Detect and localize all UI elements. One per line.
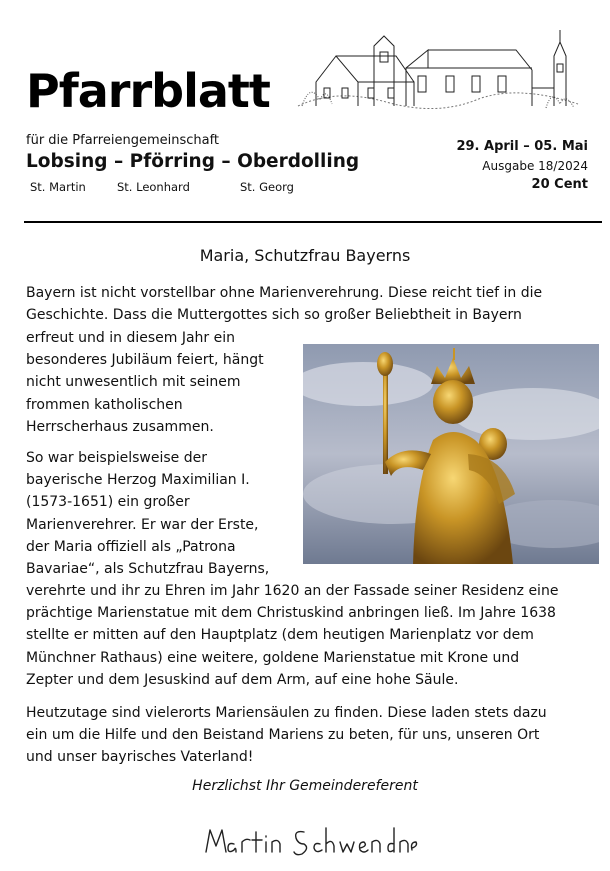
text-line: Heutzutage sind vielerorts Mariensäulen zu finden. Diese laden stets dazu [26, 705, 547, 721]
patron-saint-pfoerring: St. Leonhard [117, 180, 190, 194]
church-illustration [296, 28, 580, 118]
article-paragraph-3 [26, 702, 588, 769]
text-line: stellte er mitten auf den Hauptplatz (dem heutigen Marienplatz vor dem [26, 627, 534, 644]
date-range: 29. April – 05. Mai [456, 139, 588, 154]
text-line: Zepter und dem Jesuskind auf dem Arm, auf eine hohe Säule. [26, 671, 459, 688]
article-paragraph-1 [26, 282, 588, 326]
golden-marian-statue-photo [303, 344, 599, 564]
newsletter-title: Pfarrblatt [26, 64, 270, 118]
price: 20 Cent [531, 177, 588, 192]
text-line: und unser bayrisches Vaterland! [26, 749, 254, 766]
article-title: Maria, Schutzfrau Bayerns [199, 246, 411, 265]
text-line: bayerische Herzog Maximilian I. [26, 472, 250, 489]
text-line: Geschichte. Dass die Muttergottes sich so großer Beliebtheit in Bayern [26, 307, 522, 324]
newsletter-subtitle: für die Pfarreiengemeinschaft [26, 133, 220, 148]
patron-saint-lobsing: St. Martin [30, 180, 86, 194]
text-line: So war beispielsweise der [26, 450, 207, 466]
text-line: frommen katholischen [26, 396, 183, 413]
text-line: (1573-1651) ein großer [26, 494, 190, 511]
text-line: verehrte und ihr zu Ehren im Jahr 1620 an der Fassade seiner Residenz eine [26, 583, 559, 599]
text-line: prächtige Marienstatue mit dem Christuskind anbringen ließ. Im Jahre 1638 [26, 605, 556, 622]
text-line: Münchner Rathaus) eine weitere, goldene Marienstatue mit Krone und [26, 649, 520, 666]
header-divider [24, 221, 602, 223]
text-line: ein um die Hilfe und den Beistand Mariens zu beten, für uns, unseren Ort [26, 727, 540, 744]
parish-names: Lobsing – Pförring – Oberdolling [26, 151, 360, 172]
article-paragraph-2-continued [26, 580, 588, 691]
patron-saint-oberdolling: St. Georg [240, 180, 294, 194]
text-line: Bayern ist nicht vorstellbar ohne Marienverehrung. Diese reicht tief in die [26, 285, 543, 301]
text-line: Herrscherhaus zusammen. [26, 418, 214, 435]
text-line: der Maria offiziell als „Patrona [26, 538, 236, 555]
closing-greeting: Herzlichst Ihr Gemeindereferent [192, 778, 418, 794]
text-line: besonderes Jubiläum feiert, hängt [26, 352, 264, 369]
handwritten-signature [200, 818, 420, 862]
issue-number: Ausgabe 18/2024 [482, 159, 588, 173]
text-line: nicht unwesentlich mit seinem [26, 374, 241, 391]
text-line: Marienverehrer. Er war der Erste, [26, 516, 259, 533]
text-line: erfreut und in diesem Jahr ein [26, 330, 236, 346]
text-line: Bavariae“, als Schutzfrau Bayerns, [26, 561, 270, 578]
